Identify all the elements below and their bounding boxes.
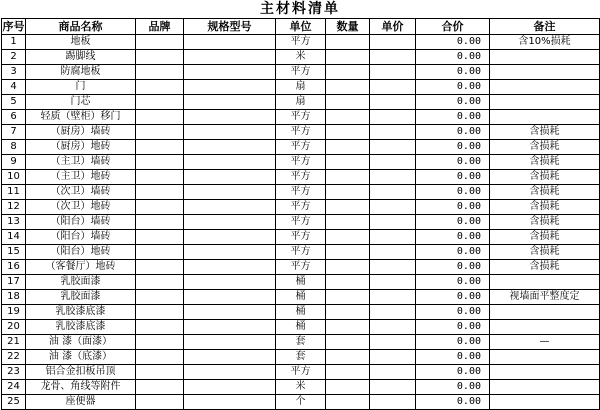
table-row xyxy=(2,395,600,410)
header-name[interactable]: 商品名称 xyxy=(26,19,136,35)
cell-no[interactable]: 3 xyxy=(2,65,26,80)
cell-unit[interactable]: 米 xyxy=(276,50,326,65)
cell-name[interactable]: 乳胶漆底漆 xyxy=(26,320,136,335)
cell-unit[interactable]: 平方 xyxy=(276,140,326,155)
cell-unit[interactable]: 平方 xyxy=(276,245,326,260)
cell-qty[interactable] xyxy=(326,155,370,170)
table-row xyxy=(2,200,600,215)
cell-unit[interactable]: 平方 xyxy=(276,155,326,170)
cell-unit[interactable]: 平方 xyxy=(276,35,326,50)
cell-note[interactable]: 含损耗 xyxy=(490,215,600,230)
cell-brand[interactable] xyxy=(136,335,184,350)
cell-note[interactable] xyxy=(490,95,600,110)
cell-qty[interactable] xyxy=(326,335,370,350)
cell-no[interactable]: 20 xyxy=(2,320,26,335)
header-note[interactable]: 备注 xyxy=(490,19,600,35)
cell-name[interactable]: （次卫）地砖 xyxy=(26,200,136,215)
cell-qty[interactable] xyxy=(326,275,370,290)
cell-qty[interactable] xyxy=(326,290,370,305)
cell-spec[interactable] xyxy=(184,305,276,320)
cell-note[interactable] xyxy=(490,275,600,290)
cell-price[interactable] xyxy=(370,95,416,110)
cell-unit[interactable]: 桶 xyxy=(276,320,326,335)
cell-no[interactable]: 4 xyxy=(2,80,26,95)
cell-note[interactable] xyxy=(490,380,600,395)
cell-price[interactable] xyxy=(370,320,416,335)
cell-brand[interactable] xyxy=(136,395,184,410)
cell-unit[interactable]: 平方 xyxy=(276,170,326,185)
table-row xyxy=(2,65,600,80)
table-row xyxy=(2,290,600,305)
table-row xyxy=(2,320,600,335)
table-row xyxy=(2,260,600,275)
cell-qty[interactable] xyxy=(326,395,370,410)
cell-total[interactable]: 0.00 xyxy=(416,290,490,305)
cell-spec[interactable] xyxy=(184,170,276,185)
cell-brand[interactable] xyxy=(136,140,184,155)
cell-brand[interactable] xyxy=(136,155,184,170)
table-row xyxy=(2,170,600,185)
cell-spec[interactable] xyxy=(184,380,276,395)
cell-unit[interactable]: 平方 xyxy=(276,185,326,200)
materials-table xyxy=(1,18,600,410)
cell-no[interactable]: 8 xyxy=(2,140,26,155)
table-row xyxy=(2,380,600,395)
cell-total[interactable]: 0.00 xyxy=(416,140,490,155)
cell-brand[interactable] xyxy=(136,290,184,305)
cell-name[interactable]: 乳胶面漆 xyxy=(26,290,136,305)
cell-no[interactable]: 12 xyxy=(2,200,26,215)
cell-unit[interactable]: 平方 xyxy=(276,365,326,380)
header-row xyxy=(2,19,600,35)
cell-name[interactable]: 铝合金扣板吊顶 xyxy=(26,365,136,380)
cell-total[interactable]: 0.00 xyxy=(416,35,490,50)
cell-price[interactable] xyxy=(370,215,416,230)
cell-total[interactable]: 0.00 xyxy=(416,200,490,215)
cell-name[interactable]: 乳胶漆底漆 xyxy=(26,305,136,320)
cell-qty[interactable] xyxy=(326,95,370,110)
cell-brand[interactable] xyxy=(136,95,184,110)
cell-qty[interactable] xyxy=(326,35,370,50)
cell-spec[interactable] xyxy=(184,155,276,170)
table-row xyxy=(2,215,600,230)
cell-name[interactable]: 座便器 xyxy=(26,395,136,410)
cell-name[interactable]: （主卫）地砖 xyxy=(26,170,136,185)
cell-spec[interactable] xyxy=(184,140,276,155)
cell-unit[interactable]: 个 xyxy=(276,395,326,410)
cell-total[interactable]: 0.00 xyxy=(416,305,490,320)
cell-brand[interactable] xyxy=(136,365,184,380)
cell-total[interactable]: 0.00 xyxy=(416,320,490,335)
cell-brand[interactable] xyxy=(136,50,184,65)
cell-spec[interactable] xyxy=(184,65,276,80)
cell-total[interactable]: 0.00 xyxy=(416,380,490,395)
cell-price[interactable] xyxy=(370,125,416,140)
cell-qty[interactable] xyxy=(326,200,370,215)
table-row xyxy=(2,140,600,155)
table-row xyxy=(2,125,600,140)
cell-name[interactable]: （次卫）墙砖 xyxy=(26,185,136,200)
cell-total[interactable]: 0.00 xyxy=(416,80,490,95)
cell-note[interactable]: 含损耗 xyxy=(490,170,600,185)
cell-qty[interactable] xyxy=(326,50,370,65)
cell-spec[interactable] xyxy=(184,395,276,410)
cell-no[interactable]: 21 xyxy=(2,335,26,350)
cell-no[interactable]: 9 xyxy=(2,155,26,170)
cell-brand[interactable] xyxy=(136,35,184,50)
cell-price[interactable] xyxy=(370,245,416,260)
cell-price[interactable] xyxy=(370,290,416,305)
table-row xyxy=(2,95,600,110)
cell-no[interactable]: 10 xyxy=(2,170,26,185)
cell-brand[interactable] xyxy=(136,125,184,140)
cell-qty[interactable] xyxy=(326,80,370,95)
cell-note[interactable]: 视墙面平整度定 xyxy=(490,290,600,305)
cell-brand[interactable] xyxy=(136,320,184,335)
cell-qty[interactable] xyxy=(326,215,370,230)
table-row xyxy=(2,230,600,245)
cell-note[interactable]: 含损耗 xyxy=(490,185,600,200)
cell-total[interactable]: 0.00 xyxy=(416,65,490,80)
cell-note[interactable] xyxy=(490,350,600,365)
cell-spec[interactable] xyxy=(184,215,276,230)
cell-price[interactable] xyxy=(370,185,416,200)
cell-name[interactable]: （阳台）地砖 xyxy=(26,245,136,260)
cell-no[interactable]: 5 xyxy=(2,95,26,110)
cell-spec[interactable] xyxy=(184,200,276,215)
cell-name[interactable]: （阳台）墙砖 xyxy=(26,230,136,245)
cell-no[interactable]: 11 xyxy=(2,185,26,200)
cell-unit[interactable]: 套 xyxy=(276,335,326,350)
cell-name[interactable]: （客餐厅）地砖 xyxy=(26,260,136,275)
cell-spec[interactable] xyxy=(184,95,276,110)
table-row xyxy=(2,305,600,320)
cell-name[interactable]: （阳台）墙砖 xyxy=(26,215,136,230)
cell-total[interactable]: 0.00 xyxy=(416,155,490,170)
cell-no[interactable]: 16 xyxy=(2,260,26,275)
cell-price[interactable] xyxy=(370,65,416,80)
cell-brand[interactable] xyxy=(136,110,184,125)
cell-unit[interactable]: 扇 xyxy=(276,95,326,110)
cell-price[interactable] xyxy=(370,395,416,410)
cell-brand[interactable] xyxy=(136,65,184,80)
cell-note[interactable]: 含损耗 xyxy=(490,140,600,155)
cell-note[interactable]: 含损耗 xyxy=(490,260,600,275)
cell-no[interactable]: 14 xyxy=(2,230,26,245)
cell-qty[interactable] xyxy=(326,140,370,155)
cell-no[interactable]: 24 xyxy=(2,380,26,395)
cell-note[interactable] xyxy=(490,65,600,80)
cell-note[interactable]: 含损耗 xyxy=(490,125,600,140)
cell-spec[interactable] xyxy=(184,125,276,140)
cell-spec[interactable] xyxy=(184,365,276,380)
cell-name[interactable]: （厨房）地砖 xyxy=(26,140,136,155)
cell-name[interactable]: 油 漆（底漆） xyxy=(26,350,136,365)
cell-spec[interactable] xyxy=(184,335,276,350)
cell-name[interactable]: 防腐地板 xyxy=(26,65,136,80)
cell-unit[interactable]: 扇 xyxy=(276,80,326,95)
cell-no[interactable]: 13 xyxy=(2,215,26,230)
cell-no[interactable]: 22 xyxy=(2,350,26,365)
cell-no[interactable]: 25 xyxy=(2,395,26,410)
cell-brand[interactable] xyxy=(136,245,184,260)
cell-price[interactable] xyxy=(370,170,416,185)
cell-name[interactable]: 踢脚线 xyxy=(26,50,136,65)
cell-unit[interactable]: 桶 xyxy=(276,305,326,320)
cell-qty[interactable] xyxy=(326,185,370,200)
cell-spec[interactable] xyxy=(184,185,276,200)
cell-price[interactable] xyxy=(370,305,416,320)
table-row xyxy=(2,155,600,170)
cell-name[interactable]: 龙骨、角线等附件 xyxy=(26,380,136,395)
cell-no[interactable]: 7 xyxy=(2,125,26,140)
cell-name[interactable]: 门芯 xyxy=(26,95,136,110)
cell-price[interactable] xyxy=(370,200,416,215)
cell-unit[interactable]: 平方 xyxy=(276,65,326,80)
cell-spec[interactable] xyxy=(184,320,276,335)
header-qty[interactable]: 数量 xyxy=(326,19,370,35)
cell-total[interactable]: 0.00 xyxy=(416,275,490,290)
cell-qty[interactable] xyxy=(326,260,370,275)
cell-note[interactable] xyxy=(490,50,600,65)
sheet-title: 主材料清单 xyxy=(260,1,340,17)
cell-no[interactable]: 23 xyxy=(2,365,26,380)
cell-price[interactable] xyxy=(370,230,416,245)
header-price[interactable]: 单价 xyxy=(370,19,416,35)
cell-qty[interactable] xyxy=(326,110,370,125)
cell-spec[interactable] xyxy=(184,230,276,245)
cell-qty[interactable] xyxy=(326,320,370,335)
cell-price[interactable] xyxy=(370,50,416,65)
cell-name[interactable]: （厨房）墙砖 xyxy=(26,125,136,140)
cell-qty[interactable] xyxy=(326,365,370,380)
cell-brand[interactable] xyxy=(136,215,184,230)
cell-total[interactable]: 0.00 xyxy=(416,170,490,185)
cell-spec[interactable] xyxy=(184,35,276,50)
cell-brand[interactable] xyxy=(136,350,184,365)
cell-note[interactable]: — xyxy=(490,335,600,350)
cell-name[interactable]: （主卫）墙砖 xyxy=(26,155,136,170)
cell-spec[interactable] xyxy=(184,110,276,125)
cell-name[interactable]: 乳胶面漆 xyxy=(26,275,136,290)
cell-unit[interactable]: 桶 xyxy=(276,290,326,305)
cell-unit[interactable]: 米 xyxy=(276,380,326,395)
table-row xyxy=(2,335,600,350)
header-brand[interactable]: 品牌 xyxy=(136,19,184,35)
cell-brand[interactable] xyxy=(136,230,184,245)
cell-price[interactable] xyxy=(370,275,416,290)
cell-name[interactable]: 油 漆（面漆） xyxy=(26,335,136,350)
cell-brand[interactable] xyxy=(136,380,184,395)
cell-total[interactable]: 0.00 xyxy=(416,125,490,140)
table-row xyxy=(2,245,600,260)
header-no[interactable]: 序号 xyxy=(2,20,25,33)
cell-brand[interactable] xyxy=(136,200,184,215)
cell-total[interactable]: 0.00 xyxy=(416,230,490,245)
cell-qty[interactable] xyxy=(326,170,370,185)
cell-total[interactable]: 0.00 xyxy=(416,350,490,365)
table-row xyxy=(2,80,600,95)
cell-note[interactable]: 含损耗 xyxy=(490,200,600,215)
cell-qty[interactable] xyxy=(326,230,370,245)
cell-name[interactable]: 地板 xyxy=(26,35,136,50)
cell-total[interactable]: 0.00 xyxy=(416,215,490,230)
cell-brand[interactable] xyxy=(136,305,184,320)
table-row xyxy=(2,365,600,380)
cell-spec[interactable] xyxy=(184,350,276,365)
cell-price[interactable] xyxy=(370,155,416,170)
cell-price[interactable] xyxy=(370,365,416,380)
cell-brand[interactable] xyxy=(136,185,184,200)
table-row xyxy=(2,35,600,50)
cell-unit[interactable]: 平方 xyxy=(276,110,326,125)
cell-spec[interactable] xyxy=(184,245,276,260)
header-unit[interactable]: 单位 xyxy=(276,19,326,35)
header-total[interactable]: 合价 xyxy=(416,19,490,35)
cell-note[interactable]: 含损耗 xyxy=(490,230,600,245)
cell-spec[interactable] xyxy=(184,260,276,275)
cell-total[interactable]: 0.00 xyxy=(416,395,490,410)
cell-qty[interactable] xyxy=(326,125,370,140)
cell-unit[interactable]: 平方 xyxy=(276,230,326,245)
cell-no[interactable]: 1 xyxy=(2,35,26,50)
cell-no[interactable]: 15 xyxy=(2,245,26,260)
table-row xyxy=(2,185,600,200)
cell-price[interactable] xyxy=(370,35,416,50)
cell-note[interactable]: 含损耗 xyxy=(490,155,600,170)
cell-brand[interactable] xyxy=(136,275,184,290)
cell-price[interactable] xyxy=(370,260,416,275)
cell-spec[interactable] xyxy=(184,290,276,305)
cell-name[interactable]: 门 xyxy=(26,80,136,95)
cell-spec[interactable] xyxy=(184,50,276,65)
cell-qty[interactable] xyxy=(326,350,370,365)
cell-name[interactable]: 轻质（壁柜）移门 xyxy=(26,110,136,125)
cell-no[interactable]: 2 xyxy=(2,50,26,65)
cell-note[interactable] xyxy=(490,80,600,95)
cell-no[interactable]: 18 xyxy=(2,290,26,305)
cell-no[interactable]: 17 xyxy=(2,275,26,290)
cell-total[interactable]: 0.00 xyxy=(416,245,490,260)
cell-note[interactable] xyxy=(490,110,600,125)
cell-note[interactable] xyxy=(490,320,600,335)
table-body xyxy=(2,35,600,410)
cell-total[interactable]: 0.00 xyxy=(416,50,490,65)
cell-note[interactable]: 含损耗 xyxy=(490,245,600,260)
cell-price[interactable] xyxy=(370,380,416,395)
cell-total[interactable]: 0.00 xyxy=(416,260,490,275)
cell-qty[interactable] xyxy=(326,65,370,80)
cell-note[interactable] xyxy=(490,365,600,380)
cell-qty[interactable] xyxy=(326,305,370,320)
cell-note[interactable] xyxy=(490,305,600,320)
header-spec[interactable]: 规格型号 xyxy=(184,19,276,35)
cell-qty[interactable] xyxy=(326,380,370,395)
cell-unit[interactable]: 平方 xyxy=(276,215,326,230)
cell-unit[interactable]: 平方 xyxy=(276,125,326,140)
cell-price[interactable] xyxy=(370,80,416,95)
cell-total[interactable]: 0.00 xyxy=(416,365,490,380)
table-row xyxy=(2,275,600,290)
cell-price[interactable] xyxy=(370,350,416,365)
cell-no[interactable]: 6 xyxy=(2,110,26,125)
cell-total[interactable]: 0.00 xyxy=(416,110,490,125)
cell-total[interactable]: 0.00 xyxy=(416,335,490,350)
cell-qty[interactable] xyxy=(326,245,370,260)
cell-price[interactable] xyxy=(370,140,416,155)
cell-unit[interactable]: 平方 xyxy=(276,260,326,275)
cell-note[interactable]: 含10%损耗 xyxy=(490,35,600,50)
cell-brand[interactable] xyxy=(136,80,184,95)
cell-price[interactable] xyxy=(370,335,416,350)
cell-spec[interactable] xyxy=(184,80,276,95)
table-row xyxy=(2,110,600,125)
cell-total[interactable]: 0.00 xyxy=(416,185,490,200)
cell-spec[interactable] xyxy=(184,275,276,290)
cell-unit[interactable]: 平方 xyxy=(276,200,326,215)
table-row xyxy=(2,50,600,65)
table-row xyxy=(2,350,600,365)
cell-note[interactable] xyxy=(490,395,600,410)
cell-brand[interactable] xyxy=(136,260,184,275)
cell-no[interactable]: 19 xyxy=(2,305,26,320)
cell-unit[interactable]: 套 xyxy=(276,350,326,365)
cell-total[interactable]: 0.00 xyxy=(416,95,490,110)
cell-unit[interactable]: 桶 xyxy=(276,275,326,290)
cell-price[interactable] xyxy=(370,110,416,125)
cell-brand[interactable] xyxy=(136,170,184,185)
